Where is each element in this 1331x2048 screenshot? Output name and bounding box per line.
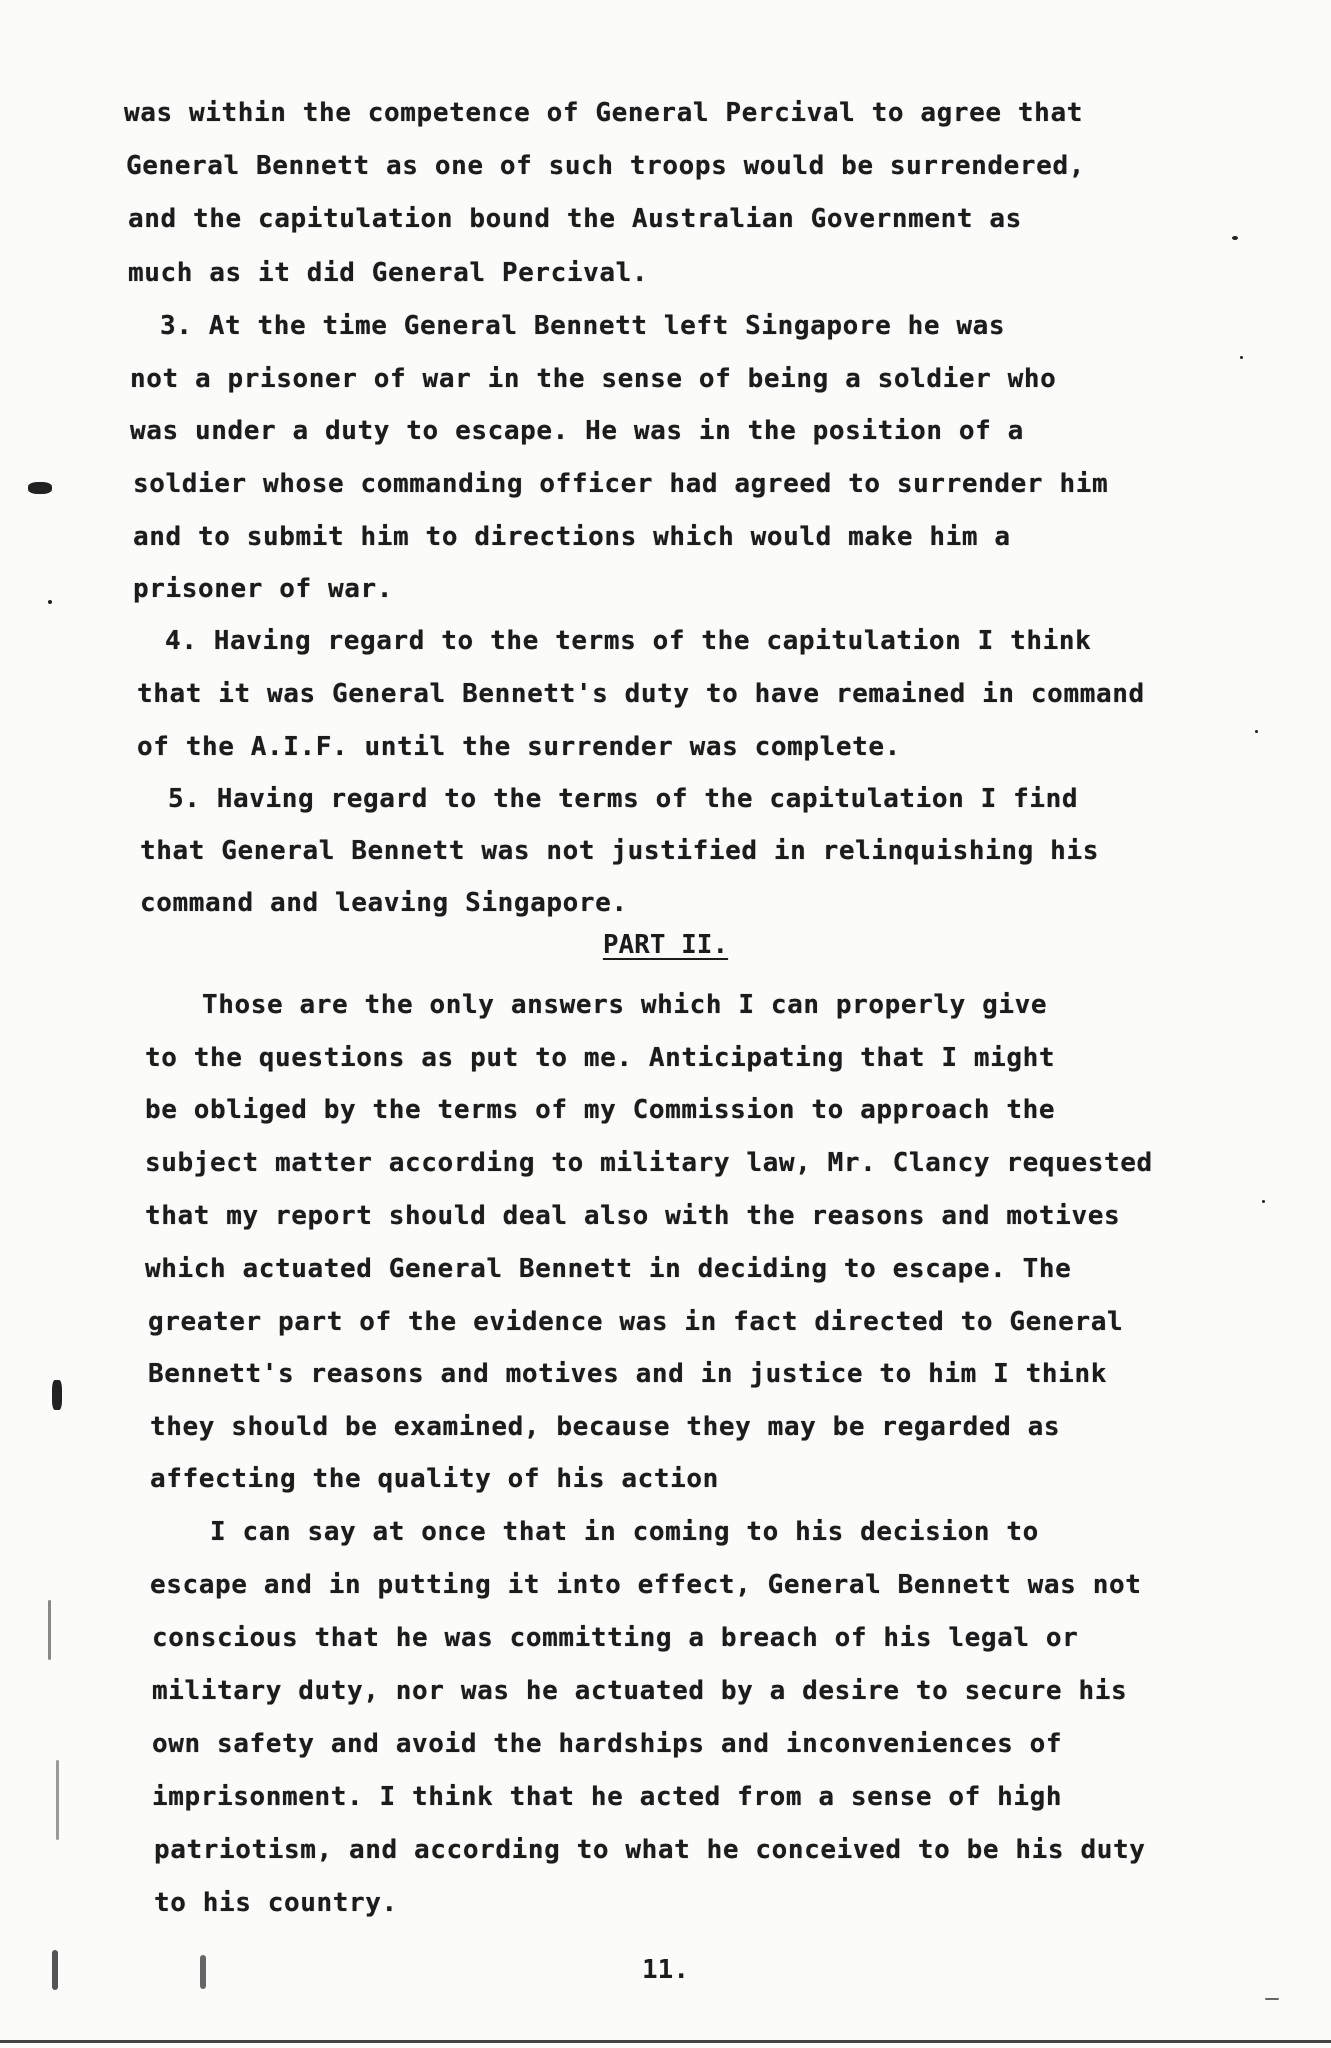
scan-bottom-edge [0,2040,1331,2043]
scan-speck [48,600,52,604]
scan-speck [1232,236,1238,240]
text-line: affecting the quality of his action [150,1464,719,1494]
scan-speck [1255,730,1258,733]
text-line: was within the competence of General Percival to agree that [124,98,1083,128]
text-line: 3. At the time General Bennett left Singapore he was [160,311,1006,341]
text-line: that it was General Bennett's duty to have remained in command [137,679,1145,709]
text-line: was under a duty to escape. He was in the position of a [130,416,1024,446]
text-line: which actuated General Bennett in deciding to escape. The [145,1254,1072,1284]
scan-speck [1265,1998,1279,2000]
text-line: prisoner of war. [133,574,394,604]
text-line: and the capitulation bound the Australian Government as [128,204,1022,234]
scan-speck [1240,356,1243,359]
scan-speck [48,1600,51,1660]
text-line: escape and in putting it into effect, General Bennett was not [150,1570,1142,1600]
text-line: subject matter according to military law, Mr. Clancy requested [145,1148,1153,1178]
text-line: military duty, nor was he actuated by a desire to secure his [152,1676,1128,1706]
text-line: I can say at once that in coming to his decision to [210,1517,1039,1547]
text-line: and to submit him to directions which would make him a [133,522,1011,552]
text-line: that my report should deal also with the reasons and motives [145,1201,1121,1231]
text-line: to his country. [154,1888,398,1918]
scan-speck [52,1380,62,1410]
scan-speck [1262,1200,1265,1203]
text-line: greater part of the evidence was in fact directed to General [148,1307,1124,1337]
text-line: General Bennett as one of such troops would be surrendered, [126,151,1085,181]
text-line: patriotism, and according to what he conceived to be his duty [154,1835,1146,1865]
text-line: 4. Having regard to the terms of the capitulation I think [165,626,1092,656]
text-line: of the A.I.F. until the surrender was complete. [137,732,901,762]
text-line: command and leaving Singapore. [140,888,628,918]
text-line: soldier whose commanding officer had agreed to surrender him [133,469,1109,499]
section-heading: PART II. [602,930,729,960]
text-line: not a prisoner of war in the sense of being a soldier who [130,364,1057,394]
text-line: own safety and avoid the hardships and inconveniences of [152,1729,1063,1759]
text-line: Those are the only answers which I can properly give [202,990,1048,1020]
page-number: 11. [642,1955,689,1985]
text-line: to the questions as put to me. Anticipating that I might [145,1043,1056,1073]
text-line: 5. Having regard to the terms of the capitulation I find [168,784,1079,814]
text-line: conscious that he was committing a breach of his legal or [152,1623,1079,1653]
scan-speck [56,1760,59,1840]
text-line: imprisonment. I think that he acted from a sense of high [152,1782,1063,1812]
scan-speck [200,1955,206,1989]
scan-speck [28,482,52,494]
text-line: be obliged by the terms of my Commission to approach the [145,1095,1056,1125]
text-line: they should be examined, because they may be regarded as [150,1412,1061,1442]
scan-speck [52,1950,58,1990]
text-line: much as it did General Percival. [128,258,649,288]
text-line: that General Bennett was not justified in relinquishing his [140,836,1099,866]
text-line: Bennett's reasons and motives and in justice to him I think [148,1359,1107,1389]
